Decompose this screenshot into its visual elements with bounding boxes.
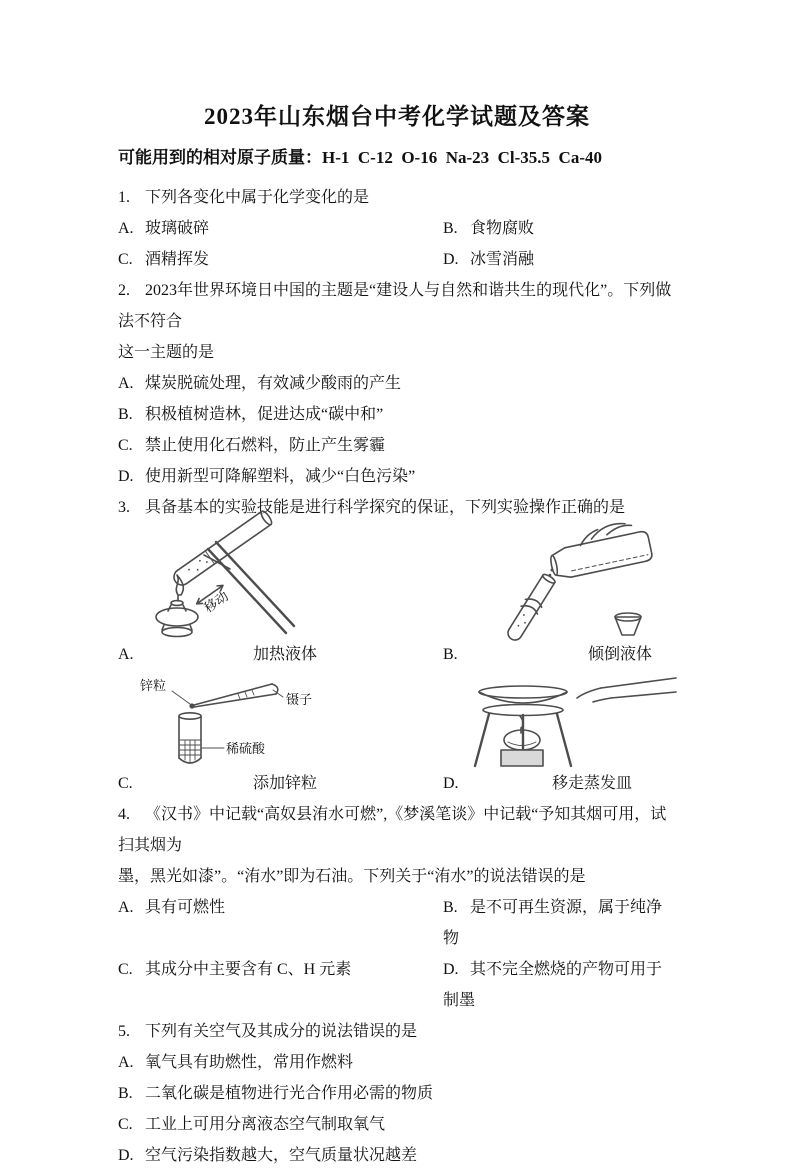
question-2-option-c: C. 禁止使用化石燃料，防止产生雾霾: [118, 437, 386, 454]
question-1: [118, 182, 676, 275]
move-label: 移动: [201, 588, 232, 616]
question-2-number: 2.: [118, 282, 130, 299]
figure-heating-liquid: [118, 525, 443, 670]
question-5-option-c: C. 工业上可用分离液态空气制取氧气: [118, 1116, 386, 1133]
question-3-figures: [118, 525, 676, 799]
question-1-stem: [118, 182, 676, 213]
pouring-liquid-illustration: [465, 525, 695, 639]
question-5-stem: 5. 下列有关空气及其成分的说法错误的是: [118, 1016, 676, 1047]
tweezers-icon: [194, 684, 278, 707]
atomic-mass-label: 可能用到的相对原子质量：: [118, 148, 322, 167]
question-5-option-d: D. 空气污染指数越大，空气质量状况越差: [118, 1147, 418, 1164]
question-4-stem-line-2: 墨，黑光如漆”。“洧水”即为石油。下列关于“洧水”的说法错误的是: [118, 868, 586, 885]
receiving-test-tube-icon: [504, 572, 558, 644]
figure-b-caption: B. 倾倒液体: [443, 646, 653, 663]
question-4-stem-line-1: 4. 《汉书》中记载“高奴县洧水可燃”,《梦溪笔谈》中记载“予知其烟可用，试扫其烟为: [118, 799, 676, 861]
question-1-options: [118, 213, 676, 275]
question-2-option-a: A. 煤炭脱硫处理，有效减少酸雨的产生: [118, 375, 402, 392]
figure-removing-dish: [443, 676, 695, 799]
move-annotation: [195, 583, 233, 618]
question-1-option-d: D. 冰雪消融: [443, 251, 535, 268]
question-4-option-c: C. 其成分中主要含有 C、H 元素: [118, 961, 352, 978]
question-4-option-b: B. 是不可再生资源，属于纯净物: [443, 899, 663, 947]
question-5: [118, 1016, 676, 1171]
figure-d-caption: D. 移走蒸发皿: [443, 775, 633, 792]
question-2-option-d: D. 使用新型可降解塑料，减少“白色污染”: [118, 468, 416, 485]
question-5-option-b: B. 二氧化碳是植物进行光合作用必需的物质: [118, 1085, 434, 1102]
heating-liquid-illustration: [128, 525, 338, 639]
question-1-option-b: B. 食物腐败: [443, 220, 535, 237]
question-3: [118, 492, 676, 799]
reagent-bottle-icon: [546, 518, 653, 581]
liquid-drop: [551, 569, 554, 572]
zinc-granule: [189, 703, 194, 708]
question-2-stem-line-2: 这一主题的是: [118, 344, 215, 361]
question-1-stem-text: 下列各变化中属于化学变化的是: [145, 189, 370, 206]
question-5-option-a: A. 氧气具有助燃性，常用作燃料: [118, 1054, 354, 1071]
question-3-stem: 3. 具备基本的实验技能是进行科学探究的保证，下列实验操作正确的是: [118, 492, 676, 523]
evaporating-dish-icon: [479, 686, 567, 703]
atomic-mass-values: H-1 C-12 O-16 Na-23 Cl-35.5 Ca-40: [322, 148, 602, 167]
question-1-option-a: A. 玻璃破碎: [118, 220, 210, 237]
atomic-mass-note: [118, 142, 676, 173]
tweezers-label: 镊子: [286, 692, 313, 707]
question-2-stem-line-1: 2. 2023年世界环境日中国的主题是“建设人与自然和谐共生的现代化”。下列做法不符合: [118, 275, 676, 337]
question-2-option-b: B. 积极植树造林，促进达成“碳中和”: [118, 406, 384, 423]
question-5-number: 5.: [118, 1023, 130, 1040]
page-title: 2023年山东烟台中考化学试题及答案: [204, 104, 590, 129]
zinc-label: 锌粒: [140, 678, 167, 693]
question-1-number: 1.: [118, 189, 130, 206]
test-tube-holder-icon: [204, 542, 294, 633]
adding-zinc-illustration: [134, 676, 364, 768]
question-4-options: [118, 892, 676, 1016]
question-3-number: 3.: [118, 499, 130, 516]
question-4-option-d: D. 其不完全燃烧的产物可用于制墨: [443, 961, 663, 1009]
figure-a-caption: A. 加热液体: [118, 646, 318, 663]
stopper-icon: [615, 613, 641, 635]
question-4-option-a: A. 具有可燃性: [118, 899, 226, 916]
figure-adding-zinc: [118, 676, 443, 799]
question-4: [118, 799, 676, 1016]
question-1-option-c: C. 酒精挥发: [118, 251, 210, 268]
question-4-number: 4.: [118, 806, 130, 823]
figure-c-caption: C. 添加锌粒: [118, 775, 318, 792]
test-tube-icon: [179, 713, 201, 763]
hand-icon: [577, 678, 676, 702]
figure-pouring-liquid: [443, 525, 695, 670]
dilute-sulfuric-acid-label: 稀硫酸: [226, 741, 266, 756]
removing-dish-illustration: [451, 676, 681, 768]
question-2: [118, 275, 676, 492]
